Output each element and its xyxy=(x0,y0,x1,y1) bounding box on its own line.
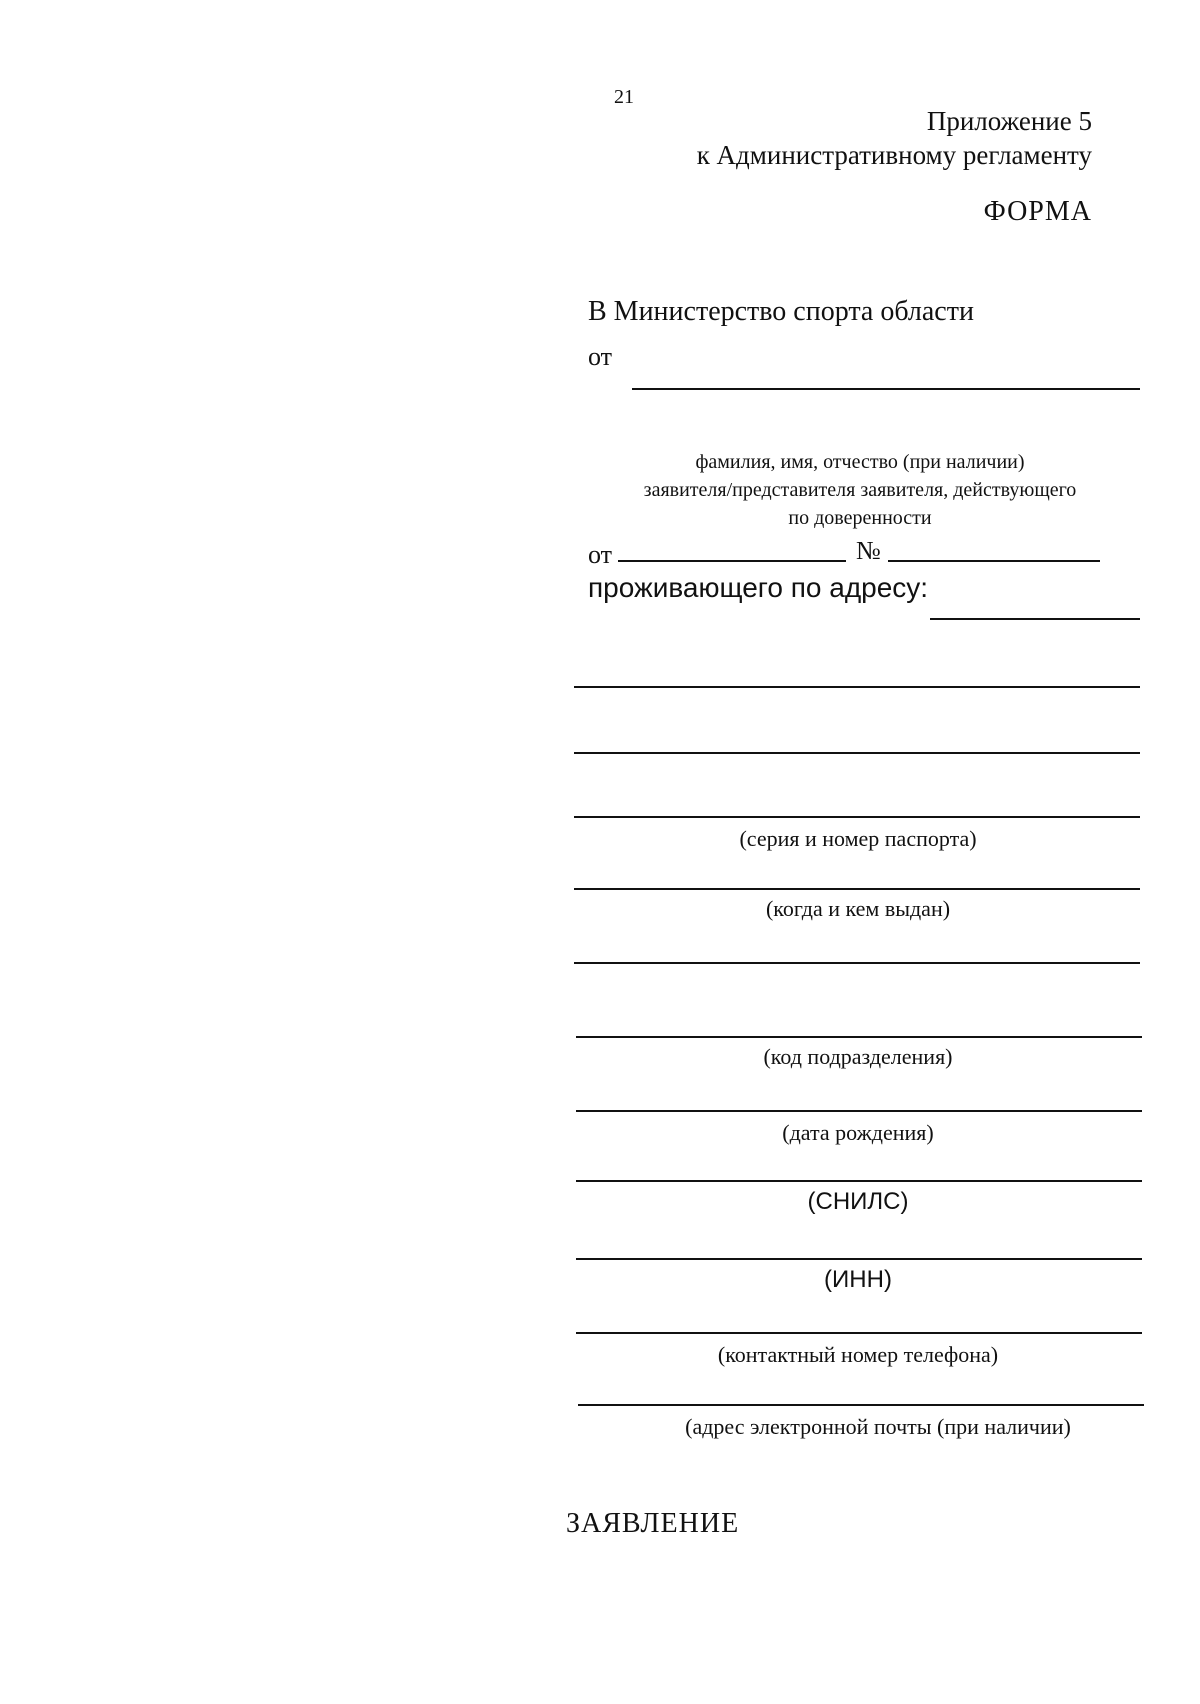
phone-caption: (контактный номер телефона) xyxy=(717,1342,999,1367)
phone-field[interactable] xyxy=(576,1332,1142,1334)
applicant-caption-line3: по доверенности xyxy=(788,507,932,529)
passport-field[interactable] xyxy=(574,816,1140,818)
birth-date-caption: (дата рождения) xyxy=(782,1120,934,1145)
applicant-caption xyxy=(580,448,1140,532)
applicant-name-field[interactable] xyxy=(632,388,1140,390)
division-code-field[interactable] xyxy=(576,1036,1142,1038)
proxy-number-label: № xyxy=(856,536,881,565)
snils-caption: (СНИЛС) xyxy=(807,1188,909,1215)
applicant-caption-line2: заявителя/представителя заявителя, действующего xyxy=(643,479,1077,501)
proxy-date-field[interactable] xyxy=(618,560,846,562)
email-caption: (адрес электронной почты (при наличии) xyxy=(685,1414,1071,1439)
page-number: 21 xyxy=(614,86,634,108)
from-label: от xyxy=(588,342,613,371)
proxy-number-field[interactable] xyxy=(888,560,1100,562)
address-field-3[interactable] xyxy=(574,752,1140,754)
division-code-caption: (код подразделения) xyxy=(763,1044,953,1069)
document-title: ЗАЯВЛЕНИЕ xyxy=(566,1508,740,1539)
recipient-line: В Министерство спорта области xyxy=(588,296,974,327)
address-field-2[interactable] xyxy=(574,686,1140,688)
passport-caption: (серия и номер паспорта) xyxy=(739,826,977,851)
issued-by-caption: (когда и кем выдан) xyxy=(765,896,951,921)
snils-field[interactable] xyxy=(576,1180,1142,1182)
inn-caption: (ИНН) xyxy=(824,1266,892,1293)
issued-by-field[interactable] xyxy=(574,888,1140,890)
inn-field[interactable] xyxy=(576,1258,1142,1260)
proxy-from-label: от xyxy=(588,540,613,569)
birth-date-field[interactable] xyxy=(576,1110,1142,1112)
address-label: проживающего по адресу: xyxy=(588,572,929,603)
issued-by-field-2[interactable] xyxy=(574,962,1140,964)
appendix-heading xyxy=(697,104,1092,172)
appendix-number: Приложение 5 xyxy=(926,106,1092,136)
appendix-reference: к Административному регламенту xyxy=(696,140,1092,170)
applicant-caption-line1: фамилия, имя, отчество (при наличии) xyxy=(695,451,1025,473)
form-label: ФОРМА xyxy=(983,196,1092,227)
address-field-1[interactable] xyxy=(930,618,1140,620)
email-field[interactable] xyxy=(578,1404,1144,1406)
